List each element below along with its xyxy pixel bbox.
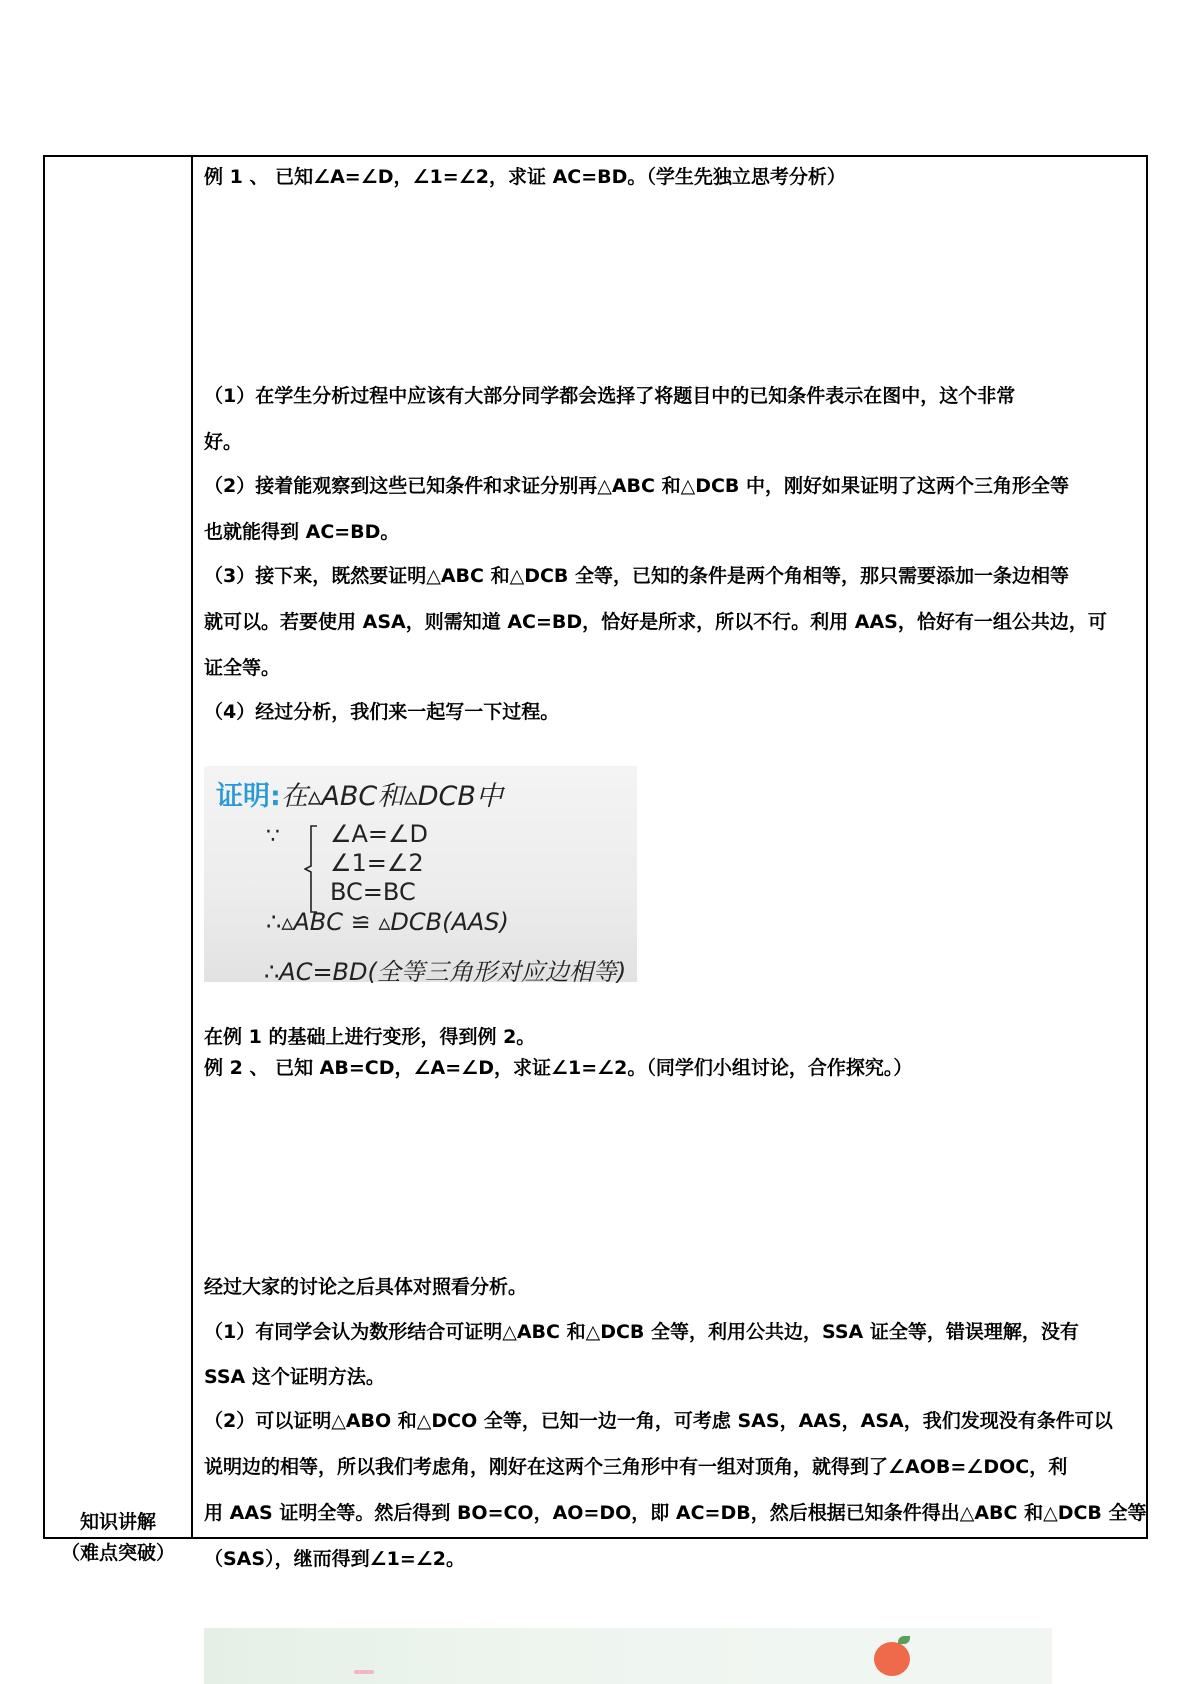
analysis-2b: 也就能得到 AC=BD。	[204, 521, 400, 543]
analysis-4: （4）经过分析，我们来一起写一下过程。	[204, 701, 560, 723]
analysis-3b: 就可以。若要使用 ASA，则需知道 AC=BD，恰好是所求，所以不行。利用 AAS，恰好有一组公共边，可	[204, 611, 1107, 633]
analysis-3a: （3）接下来，既然要证明△ABC 和△DCB 全等，已知的条件是两个角相等，那只需要添加一条边相等	[204, 565, 1070, 587]
fruit-icon	[874, 1642, 910, 1676]
analysis-3c: 证全等。	[204, 657, 281, 679]
condition-1: ∠A=∠D	[330, 820, 429, 848]
proof-label: 证明:	[216, 781, 281, 812]
proof-intro: 在▵ABC和▵DCB中	[280, 781, 503, 812]
discussion-1a: （1）有同学会认为数形结合可证明△ABC 和△DCB 全等，利用公共边，SSA 证全等，错误理解，没有	[204, 1321, 1079, 1343]
column-divider	[191, 155, 193, 1539]
analysis-2a: （2）接着能观察到这些已知条件和求证分别再△ABC 和△DCB 中，刚好如果证明了这两个三角形全等	[204, 475, 1070, 497]
conclusion-1: ∴▵ABC ≌ ▵DCB(AAS)	[266, 908, 509, 936]
condition-3: BC=BC	[330, 878, 416, 906]
proof-image	[204, 766, 637, 986]
discussion-2d: （SAS），继而得到∠1=∠2。	[204, 1548, 465, 1570]
decorative-image	[204, 1628, 1052, 1684]
discussion-1b: SSA 这个证明方法。	[204, 1366, 385, 1388]
proof-heading	[216, 774, 503, 813]
because-symbol: ∵	[266, 824, 280, 849]
brace-icon	[304, 824, 318, 914]
analysis-1a: （1）在学生分析过程中应该有大部分同学都会选择了将题目中的已知条件表示在图中，这个非常	[204, 385, 1016, 407]
example-1: 例 1 、 已知∠A=∠D，∠1=∠2，求证 AC=BD。（学生先独立思考分析）	[204, 166, 846, 188]
side-subtitle: （难点突破）	[60, 1542, 175, 1564]
pink-mark	[354, 1670, 374, 1674]
analysis-1b: 好。	[204, 431, 243, 453]
leaf-icon	[898, 1636, 910, 1644]
example-2: 例 2 、 已知 AB=CD，∠A=∠D，求证∠1=∠2。（同学们小组讨论，合作探究。）	[204, 1057, 913, 1079]
discussion-intro: 经过大家的讨论之后具体对照看分析。	[204, 1276, 528, 1298]
conclusion-2: ∴AC=BD(全等三角形对应边相等)	[264, 958, 627, 986]
side-title: 知识讲解	[79, 1511, 156, 1533]
discussion-2b: 说明边的相等，所以我们考虑角，刚好在这两个三角形中有一组对顶角，就得到了∠AOB=∠DOC，利	[204, 1456, 1068, 1478]
discussion-2a: （2）可以证明△ABO 和△DCO 全等，已知一边一角，可考虑 SAS，AAS，ASA，我们发现没有条件可以	[204, 1410, 1113, 1432]
condition-2: ∠1=∠2	[330, 849, 424, 877]
discussion-2c: 用 AAS 证明全等。然后得到 BO=CO，AO=DO，即 AC=DB，然后根据已知条件得出△ABC 和△DCB 全等	[204, 1502, 1147, 1524]
transition: 在例 1 的基础上进行变形，得到例 2。	[204, 1026, 536, 1048]
